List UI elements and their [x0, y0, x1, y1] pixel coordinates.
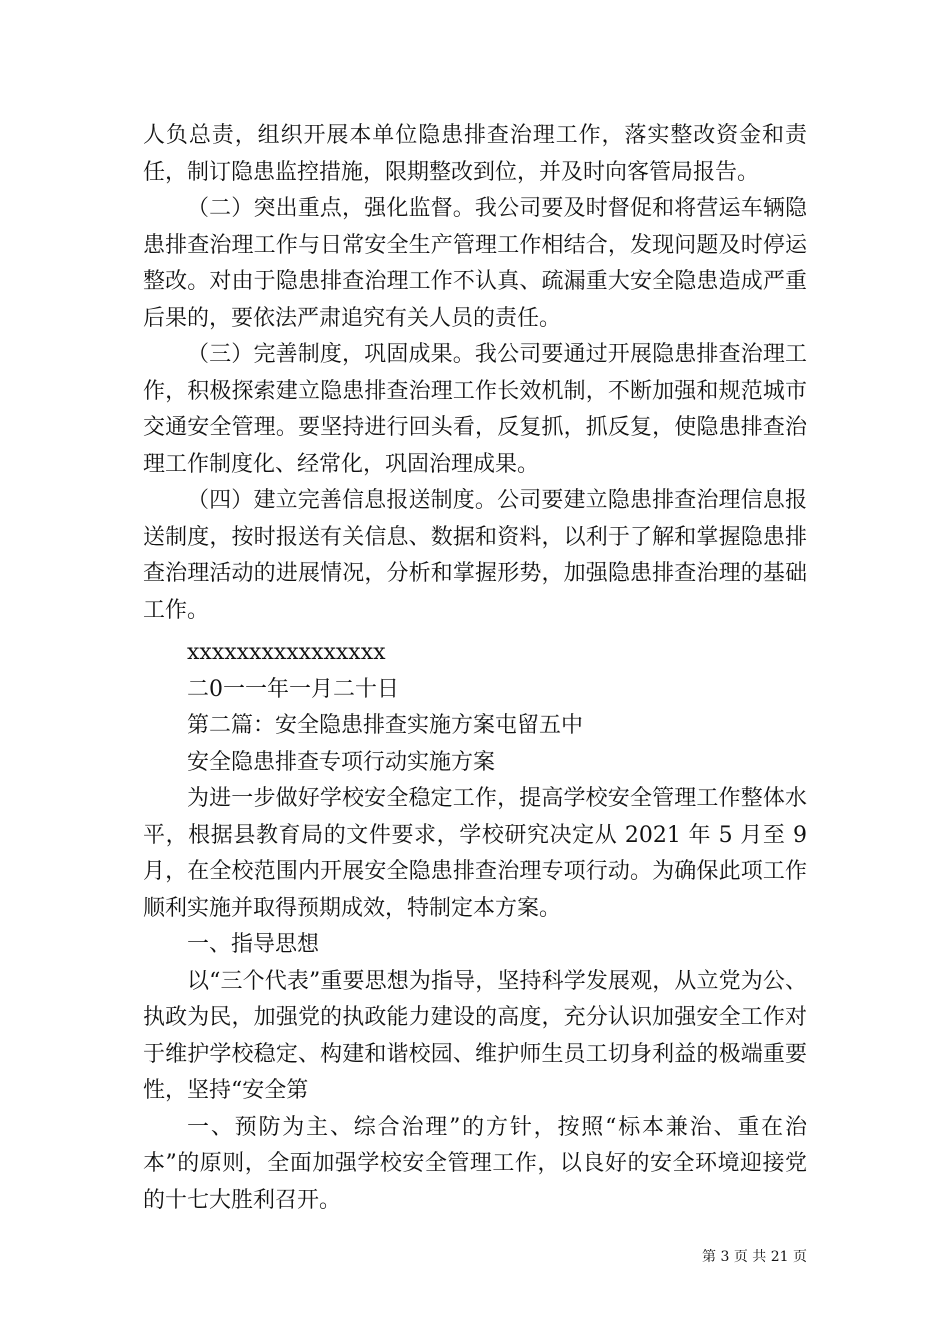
- page-number-footer: 第 3 页 共 21 页: [702, 1249, 807, 1265]
- paragraph: 为进一步做好学校安全稳定工作，提高学校安全管理工作整体水平，根据县教育局的文件要求，学校研究决定从 2021 年 5 月至 9 月，在全校范围内开展安全隐患排查治理专项行动。为确保此项工作顺利实施并取得预期成效，特制定本方案。: [143, 786, 807, 921]
- paragraph: 一、预防为主、综合治理”的方针，按照“标本兼治、重在治本”的原则，全面加强学校安全管理工作，以良好的安全环境迎接党的十七大胜利召开。: [143, 1114, 807, 1213]
- document-body: [143, 118, 807, 1219]
- paragraph: 人负总责，组织开展本单位隐患排查治理工作，落实整改资金和责任，制订隐患监控措施，限期整改到位，并及时向客管局报告。: [143, 123, 807, 185]
- paragraph: （三）完善制度，巩固成果。我公司要通过开展隐患排查治理工作，积极探索建立隐患排查治理工作长效机制，不断加强和规范城市交通安全管理。要坚持进行回头看，反复抓，抓反复，使隐患排查治理工作制度化、经常化，巩固治理成果。: [143, 342, 807, 477]
- paragraph: 以“三个代表”重要思想为指导，坚持科学发展观，从立党为公、执政为民，加强党的执政能力建设的高度，充分认识加强安全工作对于维护学校稳定、构建和谐校园、维护师生员工切身利益的极端重要性，坚持“安全第: [143, 968, 807, 1103]
- paragraph: 二0一一年一月二十日: [187, 676, 399, 702]
- paragraph: 安全隐患排查专项行动实施方案: [187, 749, 496, 775]
- paragraph: 一、指导思想: [187, 932, 320, 957]
- paragraph: （四）建立完善信息报送制度。公司要建立隐患排查治理信息报送制度，按时报送有关信息、数据和资料，以利于了解和掌握隐患排查治理活动的进展情况，分析和掌握形势，加强隐患排查治理的基础工作。: [143, 488, 807, 623]
- paragraph: （二）突出重点，强化监督。我公司要及时督促和将营运车辆隐患排查治理工作与日常安全生产管理工作相结合，发现问题及时停运整改。对由于隐患排查治理工作不认真、疏漏重大安全隐患造成严重后果的，要依法严肃追究有关人员的责任。: [143, 196, 807, 331]
- paragraph: xxxxxxxxxxxxxxxx: [187, 640, 386, 665]
- paragraph: 第二篇：安全隐患排查实施方案屯留五中: [187, 713, 584, 738]
